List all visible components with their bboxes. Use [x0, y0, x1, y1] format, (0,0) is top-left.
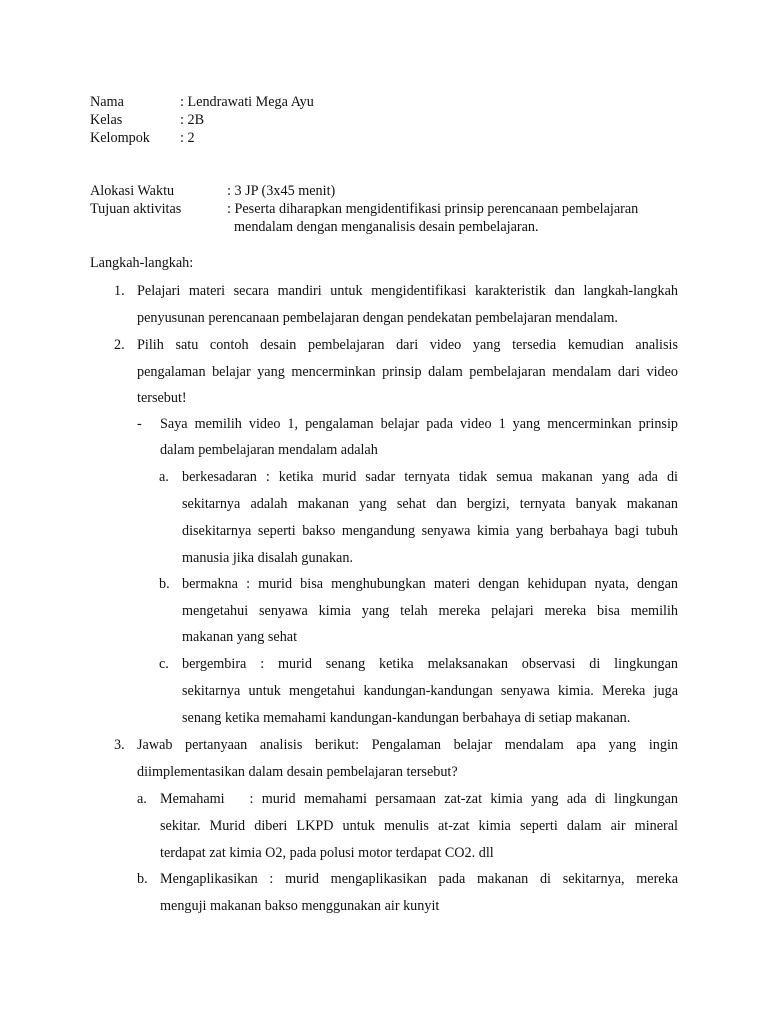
sub-a-line1: berkesadaran : ketika murid sadar ternyata tidak semua makanan yang ada di — [182, 469, 678, 485]
nama-label: Nama — [90, 94, 124, 110]
tujuan-label: Tujuan aktivitas — [90, 201, 182, 217]
sub-c-line1: bergembira : murid senang ketika melaksanakan observasi di lingkungan — [182, 656, 678, 672]
nama-value: : Lendrawati Mega Ayu — [180, 94, 314, 110]
dash-marker: - — [137, 416, 142, 432]
step-2-line1: Pilih satu contoh desain pembelajaran dari video yang tersedia kemudian analisis — [137, 337, 678, 353]
step-2-marker: 2. — [114, 337, 125, 353]
step-2-line3: tersebut! — [137, 390, 187, 406]
sub-b-line1: bermakna : murid bisa menghubungkan materi dengan kehidupan nyata, dengan — [182, 576, 678, 592]
sub-b-line2: mengetahui senyawa kimia yang telah mereka pelajari mereka bisa memilih — [182, 603, 678, 619]
sub-a-line2: sekitarnya adalah makanan yang sehat dan bergizi, ternyata banyak makanan — [182, 496, 678, 512]
steps-heading: Langkah-langkah: — [90, 255, 194, 271]
kelas-value: : 2B — [180, 112, 205, 128]
kelompok-label: Kelompok — [90, 130, 150, 146]
alokasi-value: : 3 JP (3x45 menit) — [227, 183, 336, 199]
step-3a-line1: Memahami : murid memahami persamaan zat-zat kimia yang ada di lingkungan — [160, 791, 678, 807]
dash-line1: Saya memilih video 1, pengalaman belajar pada video 1 yang mencerminkan prinsip — [160, 416, 678, 432]
step-3a-line3: terdapat zat kimia O2, pada polusi motor terdapat CO2. dll — [160, 845, 494, 861]
sub-a-line4: manusia jika disalah gunakan. — [182, 550, 353, 566]
step-3a-marker: a. — [137, 791, 147, 807]
sub-c-marker: c. — [159, 656, 169, 672]
step-1-line2: penyusunan perencanaan pembelajaran dengan pendekatan pembelajaran mendalam. — [137, 310, 618, 326]
step-3b-marker: b. — [137, 871, 148, 887]
step-1-marker: 1. — [114, 283, 125, 299]
alokasi-label: Alokasi Waktu — [90, 183, 175, 199]
sub-b-line3: makanan yang sehat — [182, 629, 298, 645]
kelas-label: Kelas — [90, 112, 123, 128]
sub-b-marker: b. — [159, 576, 170, 592]
tujuan-value-line1: : Peserta diharapkan mengidentifikasi prinsip perencanaan pembelajaran — [227, 201, 639, 217]
kelompok-value: : 2 — [180, 130, 195, 146]
step-3-line2: diimplementasikan dalam desain pembelajaran tersebut? — [137, 764, 458, 780]
tujuan-value-line2: mendalam dengan menganalisis desain pembelajaran. — [234, 219, 539, 235]
sub-c-line3: senang ketika memahami kandungan-kandungan berbahaya di setiap makanan. — [182, 710, 631, 726]
step-1-line1: Pelajari materi secara mandiri untuk mengidentifikasi karakteristik dan langkah-langkah — [137, 283, 678, 299]
step-3b-line1: Mengaplikasikan : murid mengaplikasikan pada makanan di sekitarnya, mereka — [160, 871, 678, 887]
step-3-marker: 3. — [114, 737, 125, 753]
sub-a-marker: a. — [159, 469, 169, 485]
step-2-line2: pengalaman belajar yang mencerminkan prinsip dalam pembelajaran mendalam dari video — [137, 364, 678, 380]
step-3-line1: Jawab pertanyaan analisis berikut: Pengalaman belajar mendalam apa yang ingin — [137, 737, 678, 753]
sub-c-line2: sekitarnya untuk mengetahui kandungan-kandungan senyawa kimia. Mereka juga — [182, 683, 678, 699]
step-3a-line2: sekitar. Murid diberi LKPD untuk menulis at-zat kimia seperti dalam air mineral — [160, 818, 678, 834]
sub-a-line3: disekitarnya seperti bakso mengandung senyawa kimia yang berbahaya bagi tubuh — [182, 523, 678, 539]
step-3b-line2: menguji makanan bakso menggunakan air kunyit — [160, 898, 440, 914]
dash-line2: dalam pembelajaran mendalam adalah — [160, 442, 378, 458]
